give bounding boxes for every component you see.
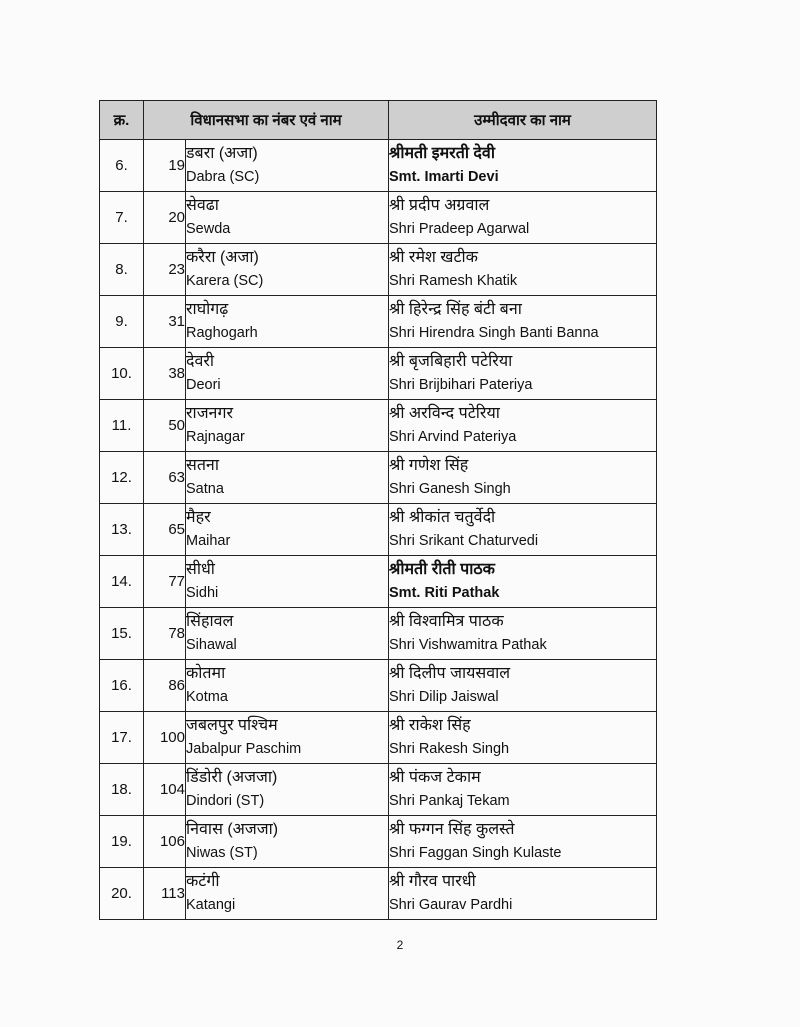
candidate-name-hindi: श्री गणेश सिंह <box>389 456 469 474</box>
serial-number: 20. <box>100 868 144 920</box>
candidate-name-hindi: श्री पंकज टेकाम <box>389 768 481 786</box>
constituency-cell <box>186 504 389 556</box>
constituency-name-english: Satna <box>186 480 224 497</box>
constituency-number: 106 <box>144 816 186 868</box>
candidate-cell <box>389 608 657 660</box>
candidate-name-hindi: श्री फग्गन सिंह कुलस्ते <box>389 820 515 838</box>
candidate-name-hindi: श्री श्रीकांत चतुर्वेदी <box>389 508 496 526</box>
constituency-name-hindi: कोतमा <box>186 664 226 682</box>
serial-number: 14. <box>100 556 144 608</box>
constituency-name-english: Dindori (ST) <box>186 792 265 809</box>
constituency-name-hindi: डिंडोरी (अजजा) <box>186 768 278 786</box>
candidate-cell <box>389 348 657 400</box>
constituency-name-english: Karera (SC) <box>186 272 264 289</box>
table-row <box>100 660 657 712</box>
constituency-name-english: Jabalpur Paschim <box>186 740 302 757</box>
constituency-name-english: Rajnagar <box>186 428 245 445</box>
candidate-cell <box>389 296 657 348</box>
candidate-table <box>99 100 657 920</box>
constituency-number: 20 <box>144 192 186 244</box>
constituency-cell <box>186 764 389 816</box>
serial-number: 15. <box>100 608 144 660</box>
constituency-number: 38 <box>144 348 186 400</box>
constituency-name-hindi: जबलपुर पश्चिम <box>186 716 278 734</box>
constituency-name-english: Niwas (ST) <box>186 844 258 861</box>
constituency-name-english: Dabra (SC) <box>186 168 260 185</box>
serial-number: 11. <box>100 400 144 452</box>
serial-number: 7. <box>100 192 144 244</box>
constituency-number: 113 <box>144 868 186 920</box>
constituency-cell <box>186 712 389 764</box>
candidate-name-english: Smt. Imarti Devi <box>389 168 499 185</box>
constituency-cell <box>186 556 389 608</box>
constituency-number: 100 <box>144 712 186 764</box>
constituency-name-hindi: राघोगढ़ <box>186 300 229 318</box>
constituency-cell <box>186 400 389 452</box>
candidate-name-hindi: श्री बृजबिहारी पटेरिया <box>389 352 513 370</box>
table-row <box>100 816 657 868</box>
constituency-cell <box>186 192 389 244</box>
table-row <box>100 504 657 556</box>
candidate-name-english: Shri Hirendra Singh Banti Banna <box>389 324 599 341</box>
candidate-cell <box>389 192 657 244</box>
candidate-cell <box>389 868 657 920</box>
constituency-cell <box>186 348 389 400</box>
candidate-cell <box>389 400 657 452</box>
candidate-name-hindi: श्री प्रदीप अग्रवाल <box>389 196 490 214</box>
candidate-name-hindi: श्री रमेश खटीक <box>389 248 478 266</box>
table-row <box>100 452 657 504</box>
candidate-name-hindi: श्री दिलीप जायसवाल <box>389 664 511 682</box>
constituency-number: 50 <box>144 400 186 452</box>
constituency-number: 31 <box>144 296 186 348</box>
constituency-cell <box>186 244 389 296</box>
serial-number: 12. <box>100 452 144 504</box>
serial-number: 10. <box>100 348 144 400</box>
candidate-name-english: Shri Srikant Chaturvedi <box>389 532 539 549</box>
constituency-name-hindi: सेवढा <box>186 196 219 214</box>
constituency-name-english: Katangi <box>186 896 236 913</box>
serial-number: 17. <box>100 712 144 764</box>
constituency-name-english: Sihawal <box>186 636 237 653</box>
table-row <box>100 192 657 244</box>
candidate-name-hindi: श्री अरविन्द पटेरिया <box>389 404 500 422</box>
constituency-cell <box>186 140 389 192</box>
candidate-cell <box>389 244 657 296</box>
page-number: 2 <box>396 938 404 952</box>
constituency-number: 65 <box>144 504 186 556</box>
candidate-name-hindi: श्रीमती रीती पाठक <box>389 560 495 578</box>
table-row <box>100 556 657 608</box>
header-sno: क्र. <box>100 101 144 140</box>
table-body <box>100 140 657 920</box>
constituency-name-english: Kotma <box>186 688 228 705</box>
candidate-name-english: Shri Dilip Jaiswal <box>389 688 499 705</box>
candidate-cell <box>389 556 657 608</box>
table-row <box>100 348 657 400</box>
candidate-name-hindi: श्री हिरेन्द्र सिंह बंटी बना <box>389 300 522 318</box>
constituency-name-hindi: कटंगी <box>186 872 220 890</box>
constituency-cell <box>186 608 389 660</box>
table-row <box>100 712 657 764</box>
header-constituency: विधानसभा का नंबर एवं नाम <box>144 101 389 140</box>
constituency-cell <box>186 816 389 868</box>
candidate-name-english: Shri Vishwamitra Pathak <box>389 636 547 653</box>
header-candidate: उम्मीदवार का नाम <box>389 101 657 140</box>
table-row <box>100 764 657 816</box>
constituency-number: 86 <box>144 660 186 712</box>
candidate-name-english: Shri Ramesh Khatik <box>389 272 518 289</box>
constituency-name-english: Sewda <box>186 220 231 237</box>
table-row <box>100 140 657 192</box>
candidate-name-english: Shri Arvind Pateriya <box>389 428 517 445</box>
serial-number: 8. <box>100 244 144 296</box>
candidate-name-hindi: श्रीमती इमरती देवी <box>389 144 495 162</box>
constituency-name-hindi: देवरी <box>186 352 215 370</box>
candidate-name-english: Shri Rakesh Singh <box>389 740 510 757</box>
constituency-name-english: Deori <box>186 376 221 393</box>
constituency-name-hindi: सिंहावल <box>186 612 234 630</box>
candidate-name-english: Shri Pradeep Agarwal <box>389 220 530 237</box>
constituency-cell <box>186 868 389 920</box>
candidate-cell <box>389 816 657 868</box>
table-row <box>100 296 657 348</box>
table-row <box>100 608 657 660</box>
candidate-cell <box>389 660 657 712</box>
table-row <box>100 868 657 920</box>
candidate-cell <box>389 140 657 192</box>
candidate-name-hindi: श्री राकेश सिंह <box>389 716 471 734</box>
candidate-name-hindi: श्री विश्वामित्र पाठक <box>389 612 504 630</box>
candidate-cell <box>389 504 657 556</box>
table-row <box>100 244 657 296</box>
constituency-number: 77 <box>144 556 186 608</box>
serial-number: 6. <box>100 140 144 192</box>
candidate-name-english: Shri Brijbihari Pateriya <box>389 376 533 393</box>
table-header-row <box>100 101 657 140</box>
constituency-number: 78 <box>144 608 186 660</box>
serial-number: 9. <box>100 296 144 348</box>
constituency-name-hindi: सीधी <box>186 560 215 578</box>
candidate-name-english: Shri Ganesh Singh <box>389 480 511 497</box>
candidate-name-english: Smt. Riti Pathak <box>389 584 500 601</box>
constituency-name-hindi: राजनगर <box>186 404 233 422</box>
serial-number: 18. <box>100 764 144 816</box>
candidate-name-english: Shri Faggan Singh Kulaste <box>389 844 562 861</box>
constituency-name-english: Maihar <box>186 532 231 549</box>
serial-number: 16. <box>100 660 144 712</box>
candidate-cell <box>389 712 657 764</box>
candidate-cell <box>389 764 657 816</box>
serial-number: 13. <box>100 504 144 556</box>
constituency-name-english: Sidhi <box>186 584 219 601</box>
constituency-name-hindi: डबरा (अजा) <box>186 144 258 162</box>
candidate-name-hindi: श्री गौरव पारधी <box>389 872 476 890</box>
table-row <box>100 400 657 452</box>
constituency-name-english: Raghogarh <box>186 324 258 341</box>
candidate-cell <box>389 452 657 504</box>
constituency-name-hindi: सतना <box>186 456 219 474</box>
constituency-number: 23 <box>144 244 186 296</box>
constituency-name-hindi: करैरा (अजा) <box>186 248 259 266</box>
constituency-number: 19 <box>144 140 186 192</box>
constituency-name-hindi: निवास (अजजा) <box>186 820 279 838</box>
constituency-cell <box>186 296 389 348</box>
constituency-cell <box>186 452 389 504</box>
constituency-number: 63 <box>144 452 186 504</box>
constituency-name-hindi: मैहर <box>186 508 211 526</box>
candidate-name-english: Shri Pankaj Tekam <box>389 792 510 809</box>
constituency-number: 104 <box>144 764 186 816</box>
constituency-cell <box>186 660 389 712</box>
serial-number: 19. <box>100 816 144 868</box>
candidate-name-english: Shri Gaurav Pardhi <box>389 896 513 913</box>
